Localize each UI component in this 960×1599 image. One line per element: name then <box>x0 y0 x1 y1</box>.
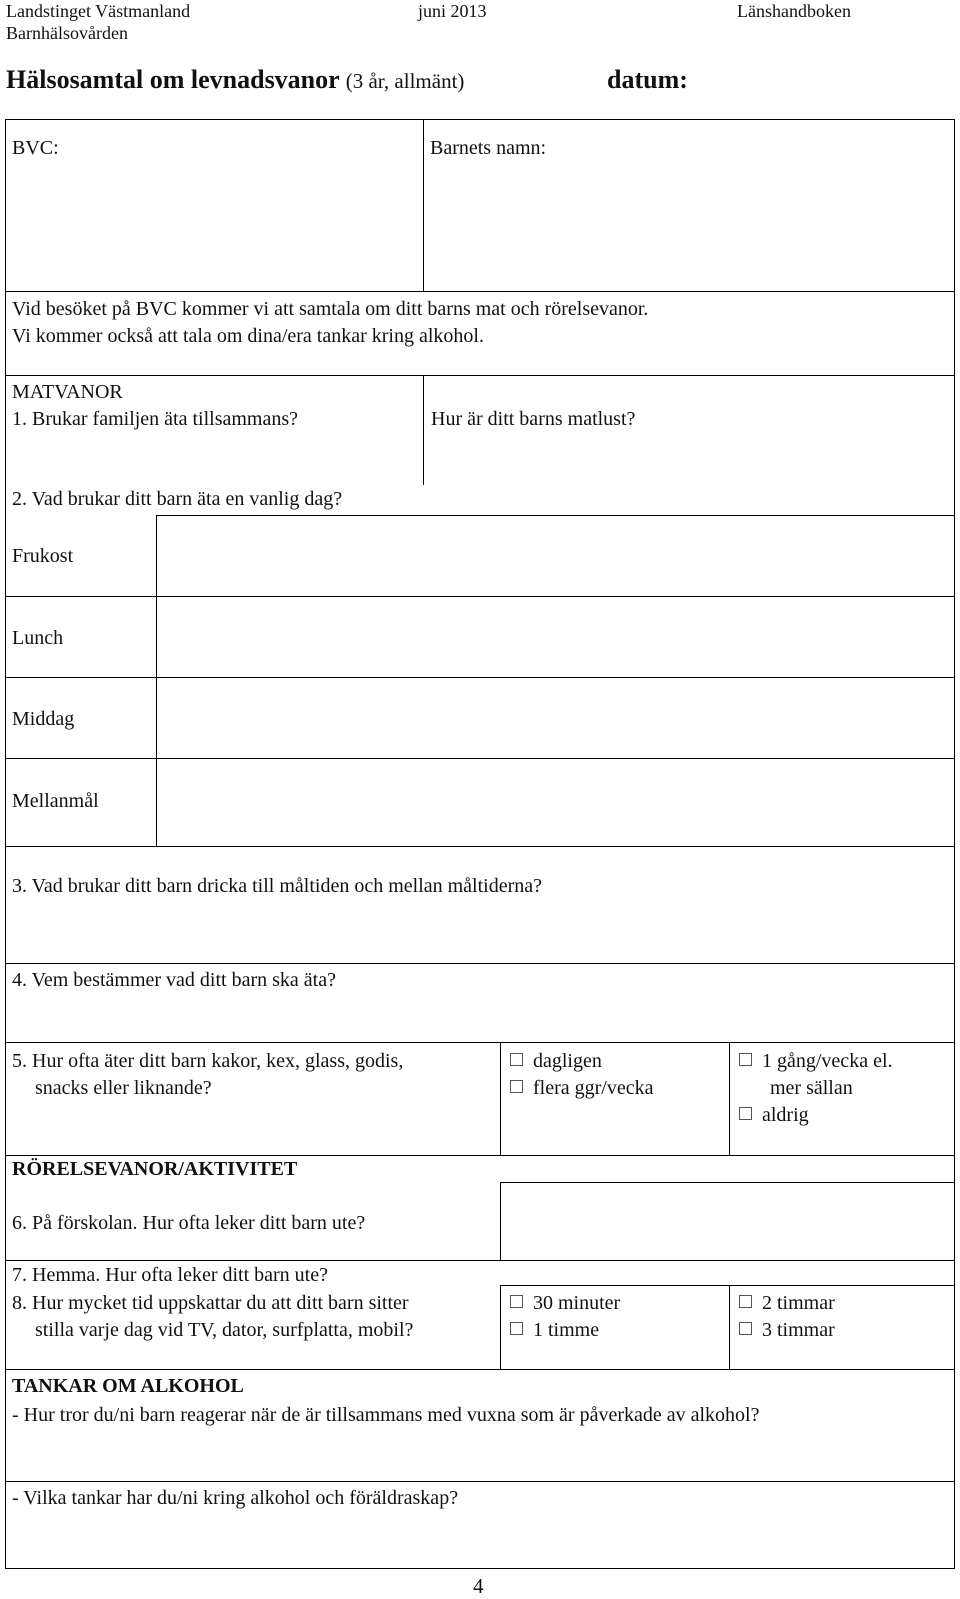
question-4: 4. Vem bestämmer vad ditt barn ska äta? <box>12 969 336 991</box>
question-1: 1. Brukar familjen äta tillsammans? <box>12 408 299 430</box>
intro-line-1: Vid besöket på BVC kommer vi att samtala om ditt barns mat och rörelsevanor. <box>12 298 649 320</box>
option-label: 3 timmar <box>762 1319 835 1341</box>
divider <box>729 1042 730 1155</box>
rorelse-heading: RÖRELSEVANOR/AKTIVITET <box>12 1158 298 1180</box>
meal-middag: Middag <box>12 708 75 730</box>
divider <box>423 120 424 291</box>
option-label: flera ggr/vecka <box>533 1077 654 1099</box>
child-name-label: Barnets namn: <box>430 137 547 159</box>
alkohol-question-2: - Vilka tankar har du/ni kring alkohol och föräldraskap? <box>12 1487 459 1509</box>
option-dagligen[interactable] <box>510 1049 602 1073</box>
bvc-label: BVC: <box>12 137 59 159</box>
divider <box>6 596 954 597</box>
page-number: 4 <box>473 1574 484 1598</box>
divider <box>156 515 157 847</box>
option-flera-ggr[interactable] <box>510 1076 653 1100</box>
meal-frukost: Frukost <box>12 545 74 567</box>
option-label: 2 timmar <box>762 1292 835 1314</box>
divider <box>6 963 954 964</box>
divider <box>500 1182 954 1183</box>
option-label: aldrig <box>762 1104 809 1126</box>
divider <box>6 758 954 759</box>
form-title <box>6 65 465 94</box>
divider <box>6 1155 954 1156</box>
header-handbook: Länshandboken <box>737 1 851 21</box>
question-1b: Hur är ditt barns matlust? <box>431 408 636 430</box>
header-organization: Landstinget Västmanland <box>6 1 191 21</box>
divider <box>6 375 954 376</box>
option-label: dagligen <box>533 1050 602 1072</box>
meal-lunch: Lunch <box>12 627 64 649</box>
divider <box>6 1260 954 1261</box>
meal-mellanmal: Mellanmål <box>12 790 99 812</box>
question-8-line-1: 8. Hur mycket tid uppskattar du att ditt barn sitter <box>12 1292 409 1314</box>
form-subtitle: (3 år, allmänt) <box>345 69 465 93</box>
checkbox-icon[interactable] <box>510 1053 523 1066</box>
checkbox-icon[interactable] <box>739 1107 752 1120</box>
checkbox-icon[interactable] <box>739 1053 752 1066</box>
divider <box>423 375 424 485</box>
question-8-line-2: stilla varje dag vid TV, dator, surfplatta, mobil? <box>35 1319 414 1341</box>
alkohol-question-1: - Hur tror du/ni barn reagerar när de är tillsammans med vuxna som är påverkade av alkohol? <box>12 1404 760 1426</box>
question-7: 7. Hemma. Hur ofta leker ditt barn ute? <box>12 1264 328 1286</box>
alkohol-heading: TANKAR OM ALKOHOL <box>12 1375 244 1397</box>
question-5-line-2: snacks eller liknande? <box>35 1077 212 1099</box>
divider <box>6 1481 954 1482</box>
checkbox-icon[interactable] <box>510 1322 523 1335</box>
option-label: 30 minuter <box>533 1292 621 1314</box>
divider <box>6 677 954 678</box>
option-3-timmar[interactable] <box>739 1318 835 1342</box>
option-2-timmar[interactable] <box>739 1291 835 1315</box>
divider <box>6 1042 954 1043</box>
form-title-text: Hälsosamtal om levnadsvanor <box>6 65 340 94</box>
divider <box>6 846 954 847</box>
question-6: 6. På förskolan. Hur ofta leker ditt barn ute? <box>12 1212 366 1234</box>
divider <box>500 1285 501 1369</box>
option-1-gang[interactable] <box>739 1049 893 1073</box>
matvanor-heading: MATVANOR <box>12 381 123 403</box>
question-2: 2. Vad brukar ditt barn äta en vanlig dag? <box>12 488 343 510</box>
option-label: 1 timme <box>533 1319 600 1341</box>
divider <box>6 1369 954 1370</box>
question-5-line-1: 5. Hur ofta äter ditt barn kakor, kex, glass, godis, <box>12 1050 404 1072</box>
option-mer-sallan: mer sällan <box>770 1077 853 1099</box>
question-3: 3. Vad brukar ditt barn dricka till måltiden och mellan måltiderna? <box>12 875 543 897</box>
checkbox-icon[interactable] <box>510 1295 523 1308</box>
checkbox-icon[interactable] <box>739 1295 752 1308</box>
header-department: Barnhälsovården <box>6 23 128 43</box>
header-date: juni 2013 <box>418 1 487 21</box>
divider <box>6 291 954 292</box>
divider <box>500 1285 954 1286</box>
divider <box>729 1285 730 1369</box>
divider <box>156 515 954 516</box>
checkbox-icon[interactable] <box>510 1080 523 1093</box>
checkbox-icon[interactable] <box>739 1322 752 1335</box>
divider <box>500 1182 501 1260</box>
option-label: 1 gång/vecka el. <box>762 1050 893 1072</box>
divider <box>500 1042 501 1155</box>
option-aldrig[interactable] <box>739 1103 809 1127</box>
intro-line-2: Vi kommer också att tala om dina/era tankar kring alkohol. <box>12 325 484 347</box>
date-label: datum: <box>607 65 688 94</box>
option-30-minuter[interactable] <box>510 1291 620 1315</box>
option-1-timme[interactable] <box>510 1318 599 1342</box>
